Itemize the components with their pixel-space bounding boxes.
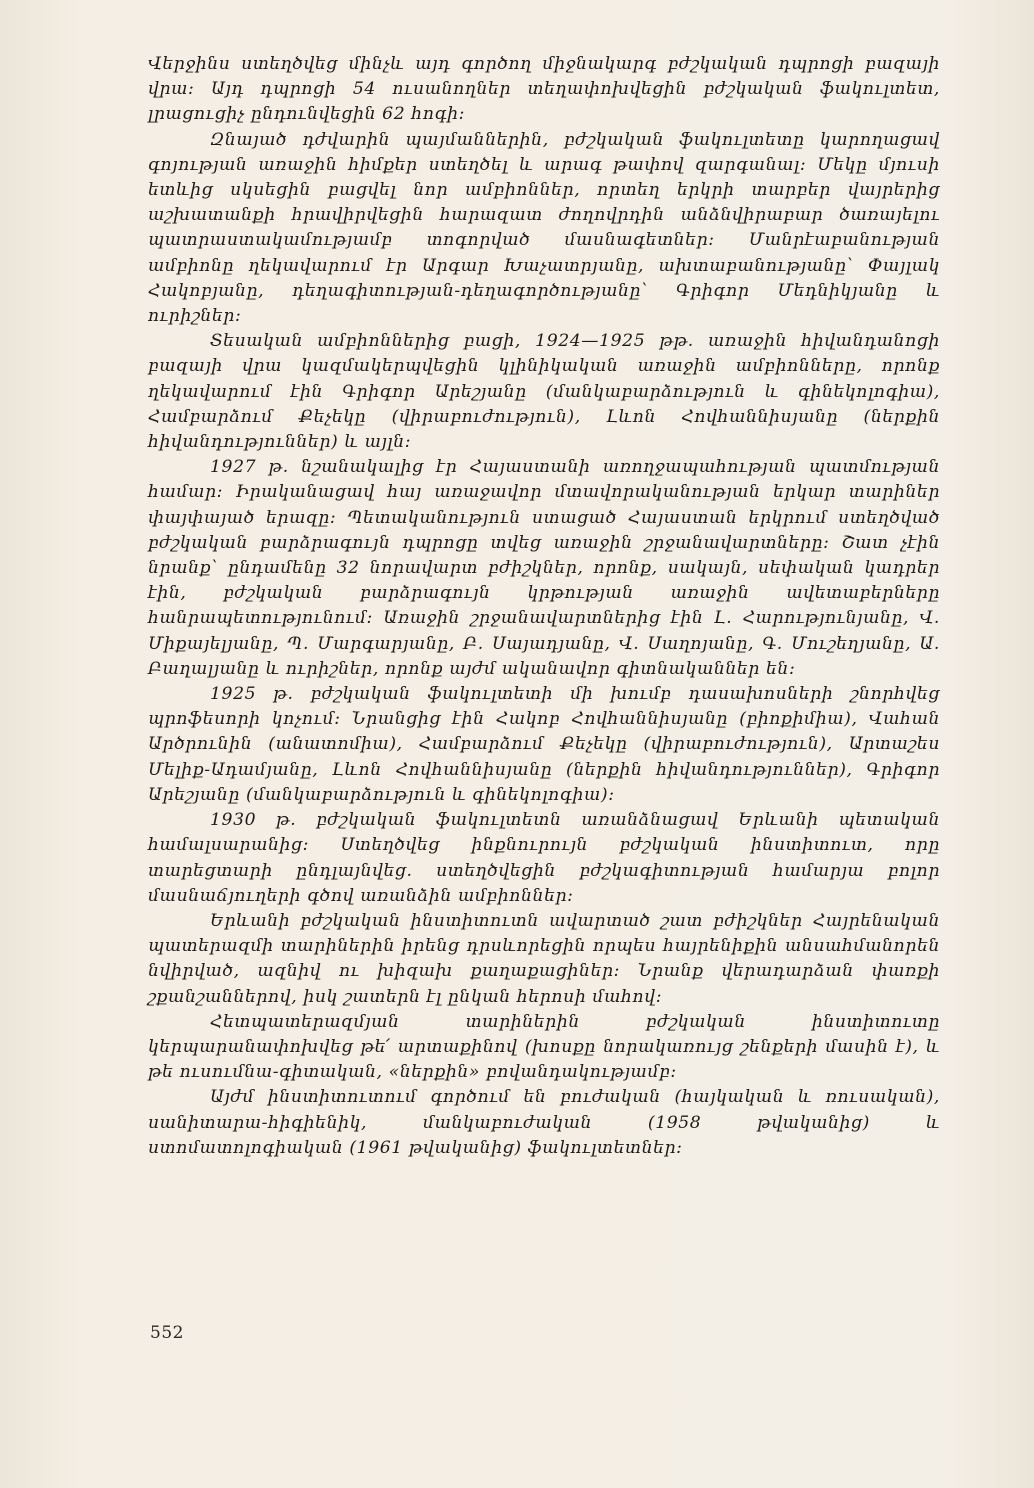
paragraph-4: 1927 թ. նշանակալից էր Հայաստանի առողջապահության պատմության համար։ Իրականացավ հայ առաջավոր մտավորականության երկար տարիներ փայփայած երազը։ Պետականություն ստացած Հայաստան երկրում ստեղծված բժշկական բարձրագույն դպրոցը տվեց առաջին շրջանավարտները։ Շատ չէին նրանք՝ ընդամենը 32 նորավարտ բժիշկներ, որոնք, սակայն, սեփական կադրեր էին, բժշկական բարձրագույն կրթության առաջին ավետաբերները հանրապետությունում։ Առաջին շրջանավարտներից էին Լ. Հարությունյանը, Վ. Միքայելյանը, Պ. Մարգարյանը, Բ. Սայադյանը, Վ. Սաղոյանը, Գ. Մուշեղյանը, Ա. Բաղալյանը և ուրիշներ, որոնք այժմ ականավոր գիտնականներ են։ (148, 457, 940, 679)
page-number: 552 (150, 1323, 184, 1343)
paragraph-3: Տեսական ամբիոններից բացի, 1924—1925 թթ. առաջին հիվանդանոցի բազայի վրա կազմակերպվեցին կլինիկական առաջին ամբիոնները, որոնք ղեկավարում էին Գրիգոր Արեշյանը (մանկաբարձություն և գինեկոլոգիա), Համբարձում Քեչեկը (վիրաբուժություն), Լևոն Հովհաննիսյանը (ներքին հիվանդություններ) և այլն։ (148, 331, 940, 453)
paragraph-2: Զնայած դժվարին պայմաններին, բժշկական ֆակուլտետը կարողացավ գոյության առաջին հիմքեր ստեղծել և արագ թափով զարգանալ։ Մեկը մյուսի ետևից սկսեցին բացվել նոր ամբիոններ, որտեղ երկրի տարբեր վայրերից աշխատանքի հրավիրվեցին հարազատ ժողովրդին անձնվիրաբար ծառայելու պատրաստակամությամբ տոգորված մասնագետներ։ Մանրէաբանության ամբիոնը ղեկավարում էր Արգար Խաչատրյանը, ախտաբանությանը՝ Փայլակ Հակոբյանը, դեղագիտության-դեղագործությանը՝ Գրիգոր Մեդնիկյանը և ուրիշներ։ (148, 129, 940, 327)
paragraph-7: Երևանի բժշկական ինստիտուտն ավարտած շատ բժիշկներ Հայրենական պատերազմի տարիներին իրենց դրսևորեցին որպես հայրենիքին անսահմանորեն նվիրված, ազնիվ ու խիզախ քաղաքացիներ։ Նրանք վերադարձան փառքի շքանշաններով, իսկ շատերն էլ ընկան հերոսի մահով։ (148, 910, 940, 1007)
paragraph-8: Հետպատերազմյան տարիներին բժշկական ինստիտուտը կերպարանափոխվեց թե՛ արտաքինով (խոսքը նորակառույց շենքերի մասին է), և թե ուսումնա-գիտական, «ներքին» բովանդակությամբ։ (148, 1011, 940, 1083)
paragraph-9: Այժմ ինստիտուտում գործում են բուժական (հայկական և ռուսական), սանիտարա-հիգիենիկ, մանկաբուժական (1958 թվականից) և ստոմատոլոգիական (1961 թվականից) ֆակուլտետներ։ (148, 1087, 940, 1158)
paragraph-6: 1930 թ. բժշկական ֆակուլտետն առանձնացավ Երևանի պետական համալսարանից։ Ստեղծվեց ինքնուրույն բժշկական ինստիտուտ, որը տարեցտարի ընդլայնվեց. ստեղծվեցին բժշկագիտության համարյա բոլոր մասնաճյուղերի գծով առանձին ամբիոններ։ (148, 810, 940, 906)
body-text (148, 52, 940, 1161)
paragraph-5: 1925 թ. բժշկական ֆակուլտետի մի խումբ դասախոսների շնորհվեց պրոֆեսորի կոչում։ Նրանցից էին Հակոբ Հովհաննիսյանը (բիոքիմիա), Վահան Արծրունին (անատոմիա), Համբարձում Քեչեկը (վիրաբուժություն), Արտաշես Մելիք-Ադամյանը, Լևոն Հովհաննիսյանը (ներքին հիվանդություններ), Գրիգոր Արեշյանը (մանկաբարձություն և գինեկոլոգիա)։ (148, 684, 940, 805)
paragraph-1: Վերջինս ստեղծվեց մինչև այդ գործող միջնակարգ բժշկական դպրոցի բազայի վրա։ Այդ դպրոցի 54 ուսանողներ տեղափոխվեցին բժշկական ֆակուլտետ, լրացուցիչ ընդունվեցին 62 հոգի։ (148, 54, 940, 125)
